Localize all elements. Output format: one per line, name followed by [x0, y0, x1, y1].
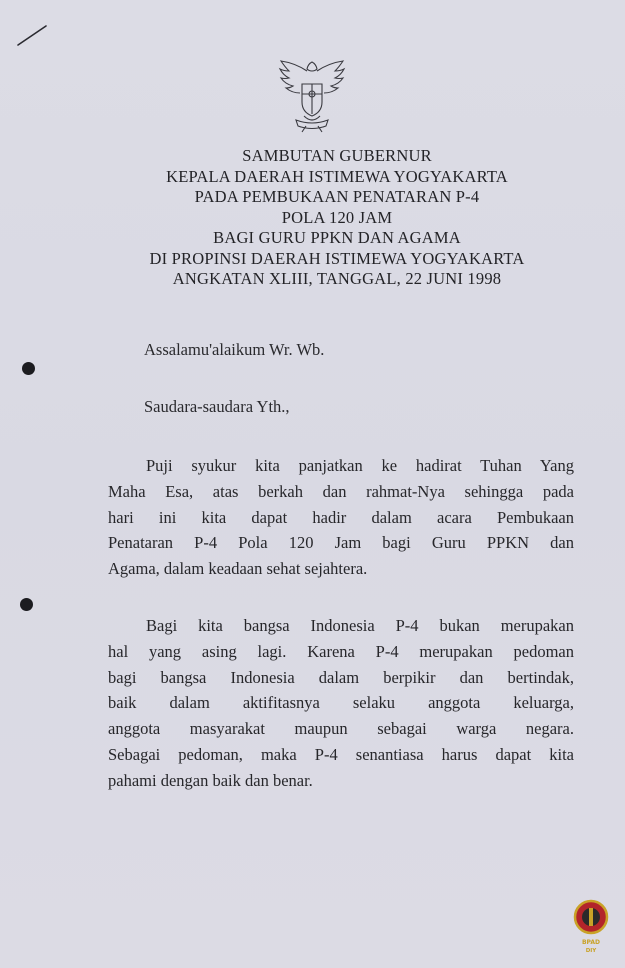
- punch-hole: [20, 598, 33, 611]
- heading-line: KEPALA DAERAH ISTIMEWA YOGYAKARTA: [166, 166, 508, 186]
- archive-seal-icon: [572, 898, 610, 956]
- seal-line-1: BPAD: [581, 939, 601, 946]
- heading-line: BAGI GURU PPKN DAN AGAMA: [213, 228, 461, 247]
- paragraph-line: hari ini kita dapat hadir dalam acara Pembukaan: [108, 507, 574, 527]
- greeting: Saudara-saudara Yth.,: [144, 397, 290, 416]
- paragraph-2: [108, 613, 574, 794]
- paragraph-line: Bagi kita bangsa Indonesia P-4 bukan merupakan: [146, 616, 574, 635]
- garuda-emblem-icon: [272, 54, 352, 138]
- paragraph-line: pahami dengan baik dan benar.: [108, 770, 313, 790]
- paragraph-line: baik dalam aktifitasnya selaku anggota keluarga,: [108, 693, 574, 713]
- heading-line: DI PROPINSI DAERAH ISTIMEWA YOGYAKARTA: [149, 248, 525, 268]
- document-heading: [100, 146, 574, 290]
- paragraph-line: Sebagai pedoman, maka P-4 senantiasa harus dapat kita: [108, 744, 574, 764]
- heading-line: PADA PEMBUKAAN PENATARAN P-4: [194, 187, 480, 206]
- paragraph-line: bagi bangsa Indonesia dalam berpikir dan bertindak,: [108, 667, 574, 687]
- paragraph-line: anggota masyarakat maupun sebagai warga negara.: [108, 719, 574, 739]
- paragraph-1: [108, 453, 574, 582]
- paragraph-line: Maha Esa, atas berkah dan rahmat-Nya sehingga pada: [108, 481, 574, 501]
- paragraph-line: Puji syukur kita panjatkan ke hadirat Tuhan Yang: [146, 456, 574, 475]
- seal-line-2: DIY: [585, 948, 597, 954]
- heading-line: ANGKATAN XLIII, TANGGAL, 22 JUNI 1998: [172, 269, 502, 288]
- heading-line: SAMBUTAN GUBERNUR: [242, 146, 432, 165]
- heading-line: POLA 120 JAM: [281, 207, 393, 227]
- paragraph-line: Agama, dalam keadaan sehat sejahtera.: [108, 559, 368, 579]
- paragraph-line: Penataran P-4 Pola 120 Jam bagi Guru PPKN dan: [108, 533, 574, 553]
- pen-mark: [16, 22, 50, 48]
- paragraph-line: hal yang asing lagi. Karena P-4 merupakan pedoman: [108, 641, 574, 661]
- salutation: Assalamu'alaikum Wr. Wb.: [144, 340, 325, 359]
- punch-hole: [22, 362, 35, 375]
